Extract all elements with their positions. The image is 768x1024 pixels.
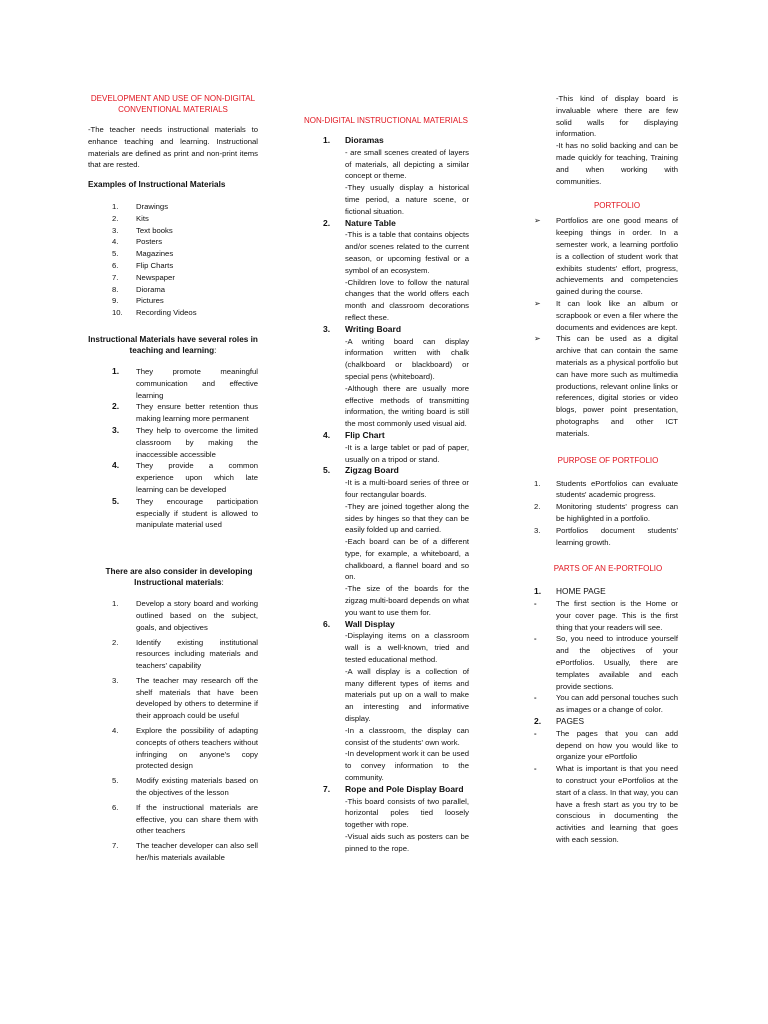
list-item [88, 598, 258, 633]
list-item [88, 201, 258, 213]
list-item-text: Students ePortfolios can evaluate students' academic progress. [556, 478, 678, 500]
list-item [88, 236, 258, 248]
purpose-title: PURPOSE OF PORTFOLIO [557, 455, 659, 465]
bullet-text: Portfolios are one good means of keeping things in order. In a semester work, a learning portfolio is a collection of student work that exhibits students' effort, progress, achievements and competencies gained during the course. [556, 216, 678, 297]
list-item-text: Identify existing institutional resources including materials and teachers' capability [136, 637, 258, 671]
portfolio-bullets [534, 215, 678, 439]
list-item-text: They help to overcome the limited classroom by making the inaccessible accessible [136, 425, 258, 459]
list-item-text: The teacher may research off the shelf materials that have been developed by others to determine if their approach could be useful [136, 675, 258, 721]
arrow-bullet-icon: ➢ [534, 334, 541, 344]
material-heading: Dioramas [345, 135, 384, 145]
part-bullet [534, 763, 678, 846]
dash-bullet-icon: - [534, 764, 537, 774]
bullet-text: What is important is that you need to construct your ePortfolios at the start of a class. In that way, you can have a fresh start as you try to be conscious in documenting the activities and learning that goes with each session. [556, 764, 678, 845]
list-number: 5. [112, 495, 120, 506]
list-item-text: Develop a story board and working outlined based on the subject, goals, and objectives [136, 599, 258, 632]
portfolio-bullet [534, 333, 678, 439]
roles-heading-line2: teaching and learning [129, 345, 215, 355]
list-item-text: They ensure better retention thus making learning more permanent [136, 402, 258, 424]
col2-title: NON-DIGITAL INSTRUCTIONAL MATERIALS [303, 116, 468, 125]
list-item-text: If the instructional materials are effective, you can share them with other teachers [136, 802, 258, 836]
col1-intro: -The teacher needs instructional materials to enhance teaching and learning. Instructional materials are defined as print and non-print items that are rested. [88, 125, 258, 170]
list-item [534, 501, 678, 525]
list-item [88, 425, 258, 460]
list-item-text: Diorama [136, 284, 166, 294]
list-number: 6. [112, 802, 119, 812]
material-heading: Writing Board [345, 323, 402, 334]
list-item [88, 401, 258, 425]
list-number: 2. [534, 502, 541, 512]
list-number: 10. [112, 308, 123, 318]
list-number: 8. [112, 284, 119, 294]
material-heading: Flip Chart [345, 429, 385, 440]
material-number: 6. [323, 618, 331, 629]
part-bullet [534, 633, 678, 692]
material-item [303, 218, 469, 324]
list-number: 6. [112, 260, 119, 270]
part-number: 2. [534, 716, 542, 727]
list-item-text: Modify existing materials based on the objectives of the lesson [136, 776, 258, 798]
roles-colon: : [214, 345, 217, 355]
list-item [88, 307, 258, 319]
material-heading: Nature Table [345, 217, 396, 228]
list-number: 5. [112, 249, 119, 259]
column-3 [534, 0, 678, 846]
list-item [534, 478, 678, 502]
list-item-text: They promote meaningful communication and effective learning [136, 366, 258, 400]
col2-items [303, 135, 469, 855]
develop-heading [88, 566, 258, 588]
list-number: 4. [112, 460, 120, 471]
list-item-text: Explore the possibility of adapting concepts of others teachers without infringing on anyone's copy protected design [136, 726, 258, 771]
roles-heading-line1: Instructional Materials have several roles in [88, 334, 258, 344]
material-text: -Displaying items on a classroom wall is a well-known, tried and tested educational method. -A wall display is a collection of many different types of items and materials put up on a wall to make an interesting and informative display. -In a classroom, the display can consist of the students' own work. -In development work it can be used to convey information to the community. [345, 631, 469, 783]
part-number: 1. [534, 586, 542, 597]
material-item [303, 784, 469, 855]
material-number: 7. [323, 783, 331, 794]
list-item [88, 260, 258, 272]
list-item [88, 840, 258, 864]
part-bullet [534, 692, 678, 716]
list-number: 7. [112, 841, 119, 851]
list-item-text: Portfolios document students' learning growth. [556, 525, 678, 547]
examples-list [88, 201, 258, 319]
list-item [88, 213, 258, 225]
list-item-text: Pictures [136, 296, 164, 306]
col1-title [88, 93, 258, 115]
material-text: -It is a large tablet or pad of paper, usually on a tripod or stand. [345, 442, 469, 464]
list-number: 2. [112, 213, 119, 223]
list-item-text: Kits [136, 213, 149, 223]
bullet-text: It can look like an album or scrapbook or even a filer where the documents and evidences are kept. [556, 298, 678, 332]
list-item [88, 295, 258, 307]
list-item [88, 284, 258, 296]
col1-title-line1: DEVELOPMENT AND USE OF NON-DIGITAL [90, 94, 256, 103]
develop-colon: : [221, 578, 224, 588]
list-number: 3. [112, 675, 119, 685]
material-heading: Zigzag Board [345, 465, 399, 476]
portfolio-bullet [534, 215, 678, 298]
part-item [534, 586, 678, 716]
part-heading: PAGES [556, 716, 584, 727]
material-text: -It is a multi-board series of three or four rectangular boards. -They are joined together along the sides by hinges so that they can be easily folded up and carried. -Each board can be of a different type, for example, a whiteboard, a chalkboard, a flannel board and so on. -The size of the boards for the zigzag multi-board depends on what you want to use them for. [345, 478, 469, 617]
list-item-text: Drawings [136, 201, 169, 211]
part-bullet [534, 598, 678, 633]
portfolio-bullet [534, 298, 678, 333]
list-item-text: Recording Videos [136, 308, 197, 318]
list-item-text: Text books [136, 225, 173, 235]
bullet-text: This can be used as a digital archive that can contain the same materials as a physical portfolio but can have more such as multimedia productions, relevant online links or references, digital stories or video blogs, power point presentation, photographs and other ICT materials. [556, 334, 678, 438]
list-number: 3. [112, 225, 119, 235]
list-item [88, 496, 258, 531]
list-item [88, 248, 258, 260]
list-item-text: Newspaper [136, 272, 175, 282]
bullet-text: You can add personal touches such as images or a change of color. [556, 693, 678, 715]
develop-heading-line1: There are also consider in developing [105, 567, 253, 577]
part-heading: HOME PAGE [556, 586, 606, 597]
list-number: 9. [112, 296, 119, 306]
list-item-text: Magazines [136, 249, 174, 259]
dash-bullet-icon: - [534, 693, 537, 703]
material-text: - are small scenes created of layers of materials, all depicting a similar concept or theme. -They usually display a historical time period, a nature scene, or fictional situation. [345, 147, 469, 216]
material-text: -This is a table that contains objects and/or scenes related to the current season, or upcoming festival or a symbol of an ecosystem. -Children love to follow the natural changes that the world offers each month and classroom decorations reflect these. [345, 230, 469, 322]
arrow-bullet-icon: ➢ [534, 298, 541, 308]
material-item [303, 430, 469, 465]
purpose-list [534, 478, 678, 549]
material-text: -This board consists of two parallel, horizontal poles tied loosely together with rope. -Visual aids such as posters can be pinned to the rope. [345, 796, 469, 853]
list-number: 7. [112, 272, 119, 282]
dash-bullet-icon: - [534, 599, 537, 609]
list-number: 2. [112, 637, 119, 647]
list-number: 1. [112, 201, 119, 211]
dash-bullet-icon: - [534, 634, 537, 644]
col3-continuation: -This kind of display board is invaluable where there are few solid walls for displaying information. -It has no solid backing and can be made quickly for teaching, Training and when working with communities. [556, 94, 678, 186]
list-item-text: Monitoring students' progress can be highlighted in a portfolio. [556, 502, 678, 523]
list-item-text: Posters [136, 237, 163, 247]
material-heading: Wall Display [345, 618, 395, 629]
list-item-text: Flip Charts [136, 260, 174, 270]
list-number: 5. [112, 776, 119, 786]
develop-list [88, 598, 258, 864]
list-item [534, 525, 678, 549]
list-item [88, 637, 258, 672]
material-item [303, 324, 469, 430]
material-item [303, 619, 469, 784]
material-number: 3. [323, 323, 331, 334]
list-item [88, 366, 258, 401]
roles-list [88, 366, 258, 531]
material-number: 1. [323, 135, 331, 145]
material-number: 4. [323, 429, 331, 440]
develop-heading-line2: Instructional materials [134, 578, 222, 588]
list-item-text: They provide a common experience upon which late learning can be developed [136, 461, 258, 494]
list-number: 1. [534, 478, 541, 488]
material-number: 5. [323, 465, 331, 476]
material-item [303, 465, 469, 618]
examples-heading: Examples of Instructional Materials [88, 180, 226, 190]
bullet-text: The first section is the Home or your cover page. This is the first thing that your readers will see. [556, 599, 678, 632]
col1-title-line2: CONVENTIONAL MATERIALS [118, 105, 228, 114]
parts-list [534, 586, 678, 846]
portfolio-title: PORTFOLIO [593, 201, 641, 211]
list-item [88, 725, 258, 772]
dash-bullet-icon: - [534, 728, 537, 738]
part-bullet [534, 728, 678, 763]
list-item-text: They encourage participation especially if student is allowed to manipulate material used [136, 496, 258, 530]
column-2 [303, 0, 469, 855]
list-number: 1. [112, 599, 119, 609]
material-item [303, 135, 469, 218]
list-item [88, 675, 258, 722]
bullet-text: So, you need to introduce yourself and the objectives of your ePortfolios. Usually, there are templates available and each provide sections. [556, 634, 678, 691]
part-item [534, 716, 678, 846]
list-item [88, 225, 258, 237]
list-item-text: The teacher developer can also sell her/his materials available [136, 841, 258, 863]
arrow-bullet-icon: ➢ [534, 216, 541, 226]
parts-title: PARTS OF AN E-PORTFOLIO [553, 564, 663, 574]
list-number: 3. [112, 424, 120, 435]
list-number: 3. [534, 525, 541, 535]
material-number: 2. [323, 217, 331, 228]
column-1 [88, 0, 258, 867]
list-number: 4. [112, 237, 119, 247]
list-item [88, 775, 258, 799]
bullet-text: The pages that you can add depend on how you would like to organize your ePortfolio [556, 728, 678, 762]
list-number: 1. [112, 365, 120, 376]
list-item [88, 802, 258, 837]
roles-heading [88, 334, 258, 356]
list-number: 4. [112, 726, 119, 736]
material-text: -A writing board can display information written with chalk (chalkboard or blackboard) or special pens (whiteboard). -Although there are usually more effective methods of transmitting information, the writing board is still the most commonly used visual aid. [345, 336, 469, 429]
material-heading: Rope and Pole Display Board [345, 783, 464, 794]
list-item [88, 460, 258, 495]
list-item [88, 272, 258, 284]
list-number: 2. [112, 401, 120, 412]
